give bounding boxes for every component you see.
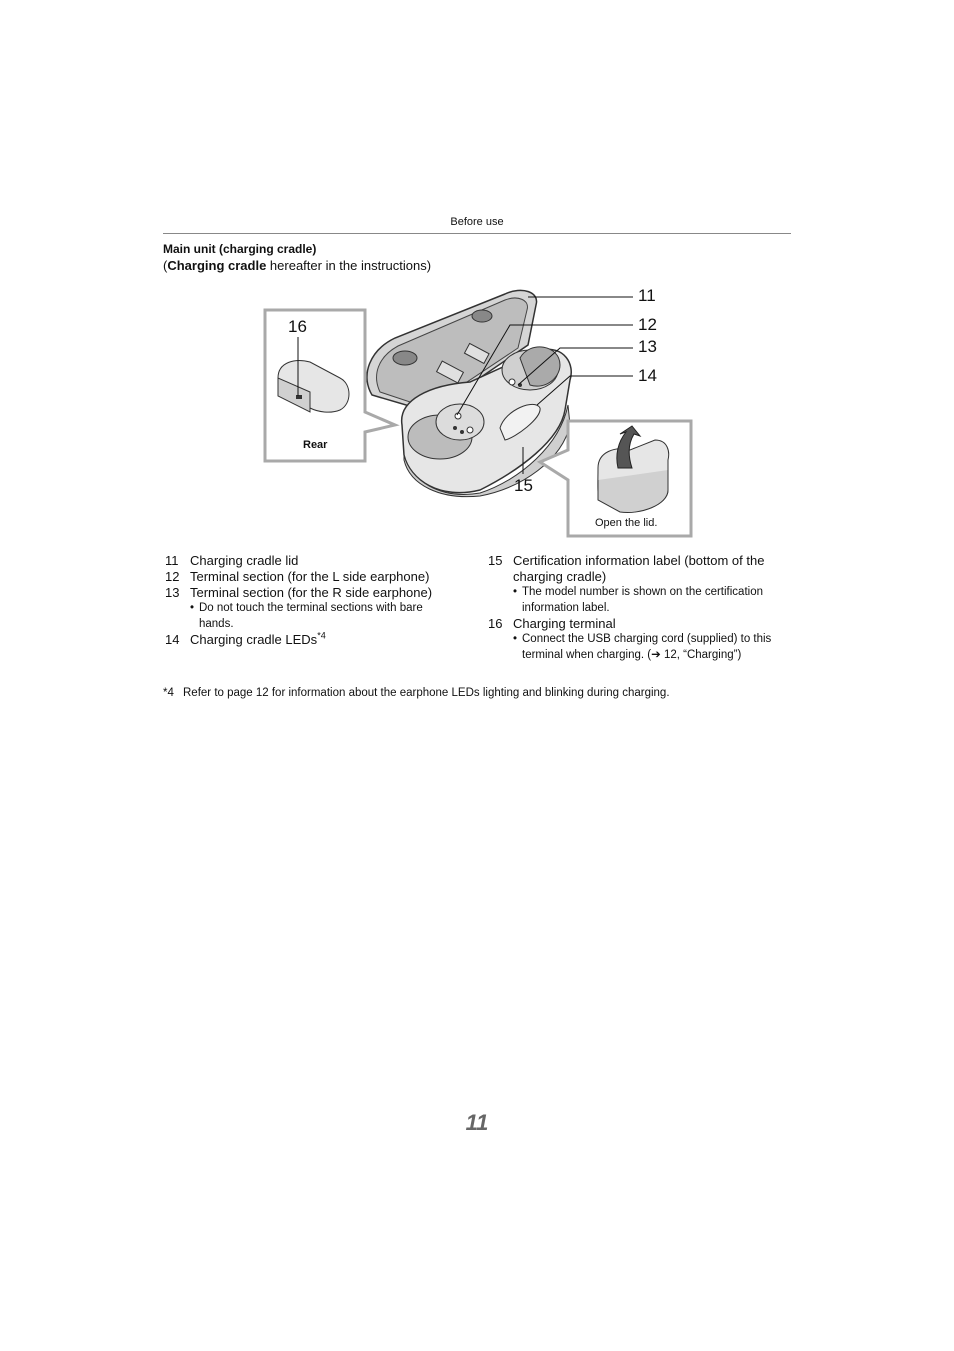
section-subtitle: (Charging cradle hereafter in the instructions) xyxy=(163,258,432,273)
list-note: • Connect the USB charging cord (supplied) to this terminal when charging. (➔ 12, “Charging”) xyxy=(513,633,772,661)
list-item: 15 Certification information label (bottom of the charging cradle) xyxy=(488,553,765,584)
section-header: Before use xyxy=(450,216,504,228)
section-title: Main unit (charging cradle) xyxy=(163,242,317,256)
charging-cradle-illustration xyxy=(0,280,954,545)
list-item: 16 Charging terminal xyxy=(488,616,616,631)
parts-list-left xyxy=(165,553,455,648)
list-item: 13 Terminal section (for the R side earphone) xyxy=(165,585,433,600)
header-divider xyxy=(163,233,791,234)
list-note: • The model number is shown on the certification information label. xyxy=(513,586,763,614)
callout-15: 15 xyxy=(514,476,533,495)
page-number: 11 xyxy=(465,1110,489,1135)
parts-list-right xyxy=(488,553,788,663)
list-item: 12 Terminal section (for the L side earphone) xyxy=(165,569,430,584)
callout-12: 12 xyxy=(638,315,657,334)
list-item: 11 Charging cradle lid xyxy=(165,553,299,568)
list-item: 14 Charging cradle LEDs$^{*4}$ xyxy=(165,630,326,647)
callout-16: 16 xyxy=(288,317,307,336)
callout-14: 14 xyxy=(638,366,657,385)
open-lid-label: Open the lid. xyxy=(595,517,658,529)
rear-label: Rear xyxy=(303,439,328,451)
callout-13: 13 xyxy=(638,337,657,356)
callout-11: 11 xyxy=(638,286,656,305)
footnote: *4 Refer to page 12 for information about the earphone LEDs lighting and blinking during charging. xyxy=(163,687,670,699)
list-note: • Do not touch the terminal sections with bare hands. xyxy=(190,602,423,630)
